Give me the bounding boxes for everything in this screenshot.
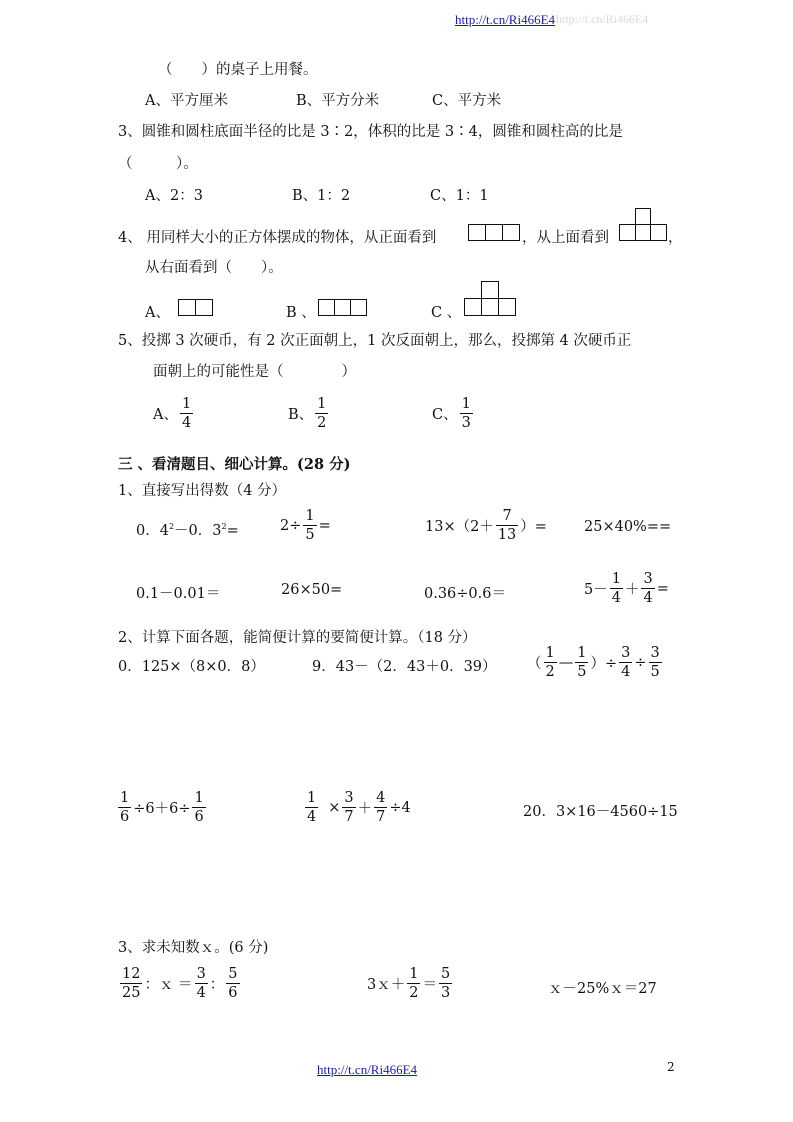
solve-s3: ｘ－25%ｘ＝27: [548, 981, 657, 997]
s2-eq: ＝: [422, 977, 437, 994]
numerator: 1: [194, 790, 204, 806]
q5-option-a-fraction: [180, 396, 193, 431]
q5-option-a-label: A、: [153, 407, 178, 424]
c4-mid: ÷6＋6÷: [133, 801, 191, 818]
header-link[interactable]: http://t.cn/Ri466E4: [455, 12, 556, 27]
q4-option-c-label: C 、: [431, 305, 462, 321]
numerator: 3: [196, 966, 206, 982]
c3-minus: —: [558, 654, 574, 671]
q2-option-b: B、平方分米: [296, 93, 380, 109]
e1-base-a: 0．4: [136, 523, 169, 539]
direct-e2: [280, 508, 331, 543]
header-watermark: http://t.cn/Ri466E4: [556, 12, 649, 26]
q5-option-b: [288, 396, 330, 431]
denominator: 13: [497, 526, 517, 543]
denominator: 7: [344, 808, 354, 825]
e3-tail: ）=: [520, 519, 547, 536]
q5-option-c: [432, 396, 475, 431]
calc-c2: 9．43－（2．43＋0．39）: [312, 659, 497, 675]
numerator: 1: [611, 571, 621, 587]
q4-option-a-figure: [178, 299, 214, 316]
e2-tail: =: [318, 517, 331, 534]
numerator: 1: [577, 645, 587, 661]
numerator: 1: [461, 396, 471, 412]
e8-tail: =: [656, 580, 669, 597]
q5-option-c-fraction: [460, 396, 473, 431]
e3-lead: 13×（2＋: [425, 519, 494, 536]
q3-stem-line1: 3、圆锥和圆柱底面半径的比是 3∶2，体积的比是 3∶4，圆锥和圆柱高的比是: [118, 124, 623, 140]
footer-link[interactable]: http://t.cn/Ri466E4: [317, 1062, 418, 1077]
top-view-figure: [619, 208, 667, 241]
q3-stem-line2: （ ）。: [118, 156, 198, 172]
q4-stem-part1: 4、 用同样大小的正方体摆成的物体，从正面看到: [118, 230, 437, 246]
numerator: 1: [307, 790, 317, 806]
c4-fraction-2: [192, 790, 205, 825]
q4-option-b-label: B 、: [286, 305, 316, 321]
e2-lead: 2÷: [280, 517, 302, 534]
q2-option-a: A、平方厘米: [145, 93, 228, 109]
e1-exp-a: 2: [168, 522, 175, 532]
q4-option-a-label: A、: [145, 305, 170, 321]
q4-option-c-figure: [464, 281, 516, 316]
c5-plus: ＋: [357, 801, 373, 818]
solve-s1: [118, 966, 242, 1001]
part2-title: 2、计算下面各题，能简便计算的要简便计算。（18 分）: [118, 630, 477, 646]
calc-c1: 0．125×（8×0．8）: [118, 659, 265, 675]
denominator: 2: [545, 663, 555, 680]
s2-fraction-1: [407, 966, 420, 1001]
q2-stem: （ ）的桌子上用餐。: [158, 62, 318, 78]
denominator: 5: [305, 526, 315, 543]
q5-option-b-fraction: [315, 396, 328, 431]
denominator: 4: [611, 589, 621, 606]
denominator: 6: [194, 808, 204, 825]
e2-fraction: [303, 508, 316, 543]
denominator: 3: [461, 414, 471, 431]
calc-c4: [116, 790, 208, 825]
direct-e1: [136, 519, 239, 540]
calc-c5: [303, 790, 411, 825]
numerator: 1: [409, 966, 419, 982]
denominator: 5: [577, 663, 587, 680]
calc-c3: [527, 645, 664, 680]
numerator: 7: [502, 508, 512, 524]
q3-option-c: C、1：1: [430, 188, 489, 204]
part1-title: 1、直接写出得数（4 分）: [118, 483, 287, 499]
numerator: 1: [545, 645, 555, 661]
part3-title: 3、求未知数ｘ。(6 分): [118, 940, 269, 956]
direct-e4: 25×40%==: [584, 519, 672, 535]
e8-fraction-1: [610, 571, 623, 606]
e8-mid: ＋: [624, 582, 640, 599]
c5-tail: ÷4: [389, 799, 411, 816]
q3-option-a: A、2：3: [145, 188, 203, 204]
numerator: 5: [228, 966, 238, 982]
numerator: 3: [621, 645, 631, 661]
s2-lead: 3ｘ＋: [367, 977, 406, 994]
denominator: 6: [120, 808, 130, 825]
c3-open: （: [527, 656, 542, 673]
q5-option-a: [153, 396, 195, 431]
q4-stem-part3: ，: [668, 230, 683, 246]
c3-fraction-3: [619, 645, 632, 680]
denominator: 4: [181, 414, 192, 431]
e1-tail: =: [226, 523, 239, 539]
numerator: 5: [440, 966, 451, 982]
e8-fraction-2: [641, 571, 654, 606]
denominator: 2: [409, 984, 419, 1001]
e3-fraction: [496, 508, 518, 543]
c5-fraction-3: [374, 790, 387, 825]
denominator: 7: [376, 808, 386, 825]
e1-op: －0．3: [174, 523, 222, 539]
s1-colon: ：: [209, 977, 225, 994]
s1-mid: ：ｘ ＝: [144, 977, 193, 994]
s1-fraction-2: [195, 966, 208, 1001]
s2-fraction-2: [439, 966, 452, 1001]
denominator: 25: [122, 984, 141, 1001]
denominator: 4: [643, 589, 653, 606]
c3-fraction-1: [544, 645, 557, 680]
q4-stem-line2: 从右面看到（ ）。: [145, 260, 283, 276]
numerator: 1: [120, 790, 130, 806]
numerator: 4: [376, 790, 386, 806]
c3-fraction-2: [575, 645, 588, 680]
denominator: 2: [317, 414, 327, 431]
numerator: 3: [344, 790, 354, 806]
c3-close: ）÷: [590, 656, 618, 673]
c3-fraction-4: [649, 645, 662, 680]
numerator: 3: [650, 645, 660, 661]
c5-times: ×: [328, 799, 341, 816]
c5-fraction-2: [342, 790, 355, 825]
s1-fraction-1: [120, 966, 142, 1001]
q5-line1: 5、投掷 3 次硬币，有 2 次正面朝上，1 次反面朝上，那么，投掷第 4 次硬币正: [118, 333, 632, 349]
front-view-figure: [468, 224, 520, 241]
solve-s2: [367, 966, 454, 1001]
numerator: 1: [305, 508, 315, 524]
q3-option-b: B、1：2: [292, 188, 351, 204]
c3-div: ÷: [634, 654, 647, 671]
section3-title: 三 、看清题目、细心计算。(28 分): [118, 456, 351, 473]
denominator: 3: [440, 984, 451, 1001]
q5-option-b-label: B、: [288, 407, 314, 424]
c5-fraction-1: [305, 790, 318, 825]
calc-c6: 20．3×16－4560÷15: [523, 804, 678, 820]
s1-fraction-3: [226, 966, 239, 1001]
denominator: 4: [621, 663, 631, 680]
numerator: 3: [643, 571, 653, 587]
direct-e5: 0.1－0.01＝: [136, 586, 221, 602]
q4-option-b-figure: [318, 299, 368, 316]
e1-exp-b: 2: [221, 522, 227, 532]
denominator: 5: [650, 663, 660, 680]
direct-e6: 26×50=: [281, 582, 343, 598]
direct-e7: 0.36÷0.6＝: [424, 586, 506, 602]
q4-stem-part2: ，从上面看到: [522, 230, 609, 246]
e8-lead: 5－: [584, 582, 608, 599]
q5-line2: 面朝上的可能性是（ ）: [153, 364, 356, 380]
c4-fraction-1: [118, 790, 131, 825]
denominator: 4: [196, 984, 206, 1001]
numerator: 1: [181, 396, 192, 412]
denominator: 6: [228, 984, 238, 1001]
q5-option-c-label: C、: [432, 407, 458, 424]
page-number: 2: [667, 1060, 675, 1074]
numerator: 12: [122, 966, 141, 982]
direct-e3: [425, 508, 547, 543]
direct-e8: [584, 571, 669, 606]
denominator: 4: [307, 808, 317, 825]
q2-option-c: C、平方米: [432, 93, 502, 109]
numerator: 1: [317, 396, 327, 412]
